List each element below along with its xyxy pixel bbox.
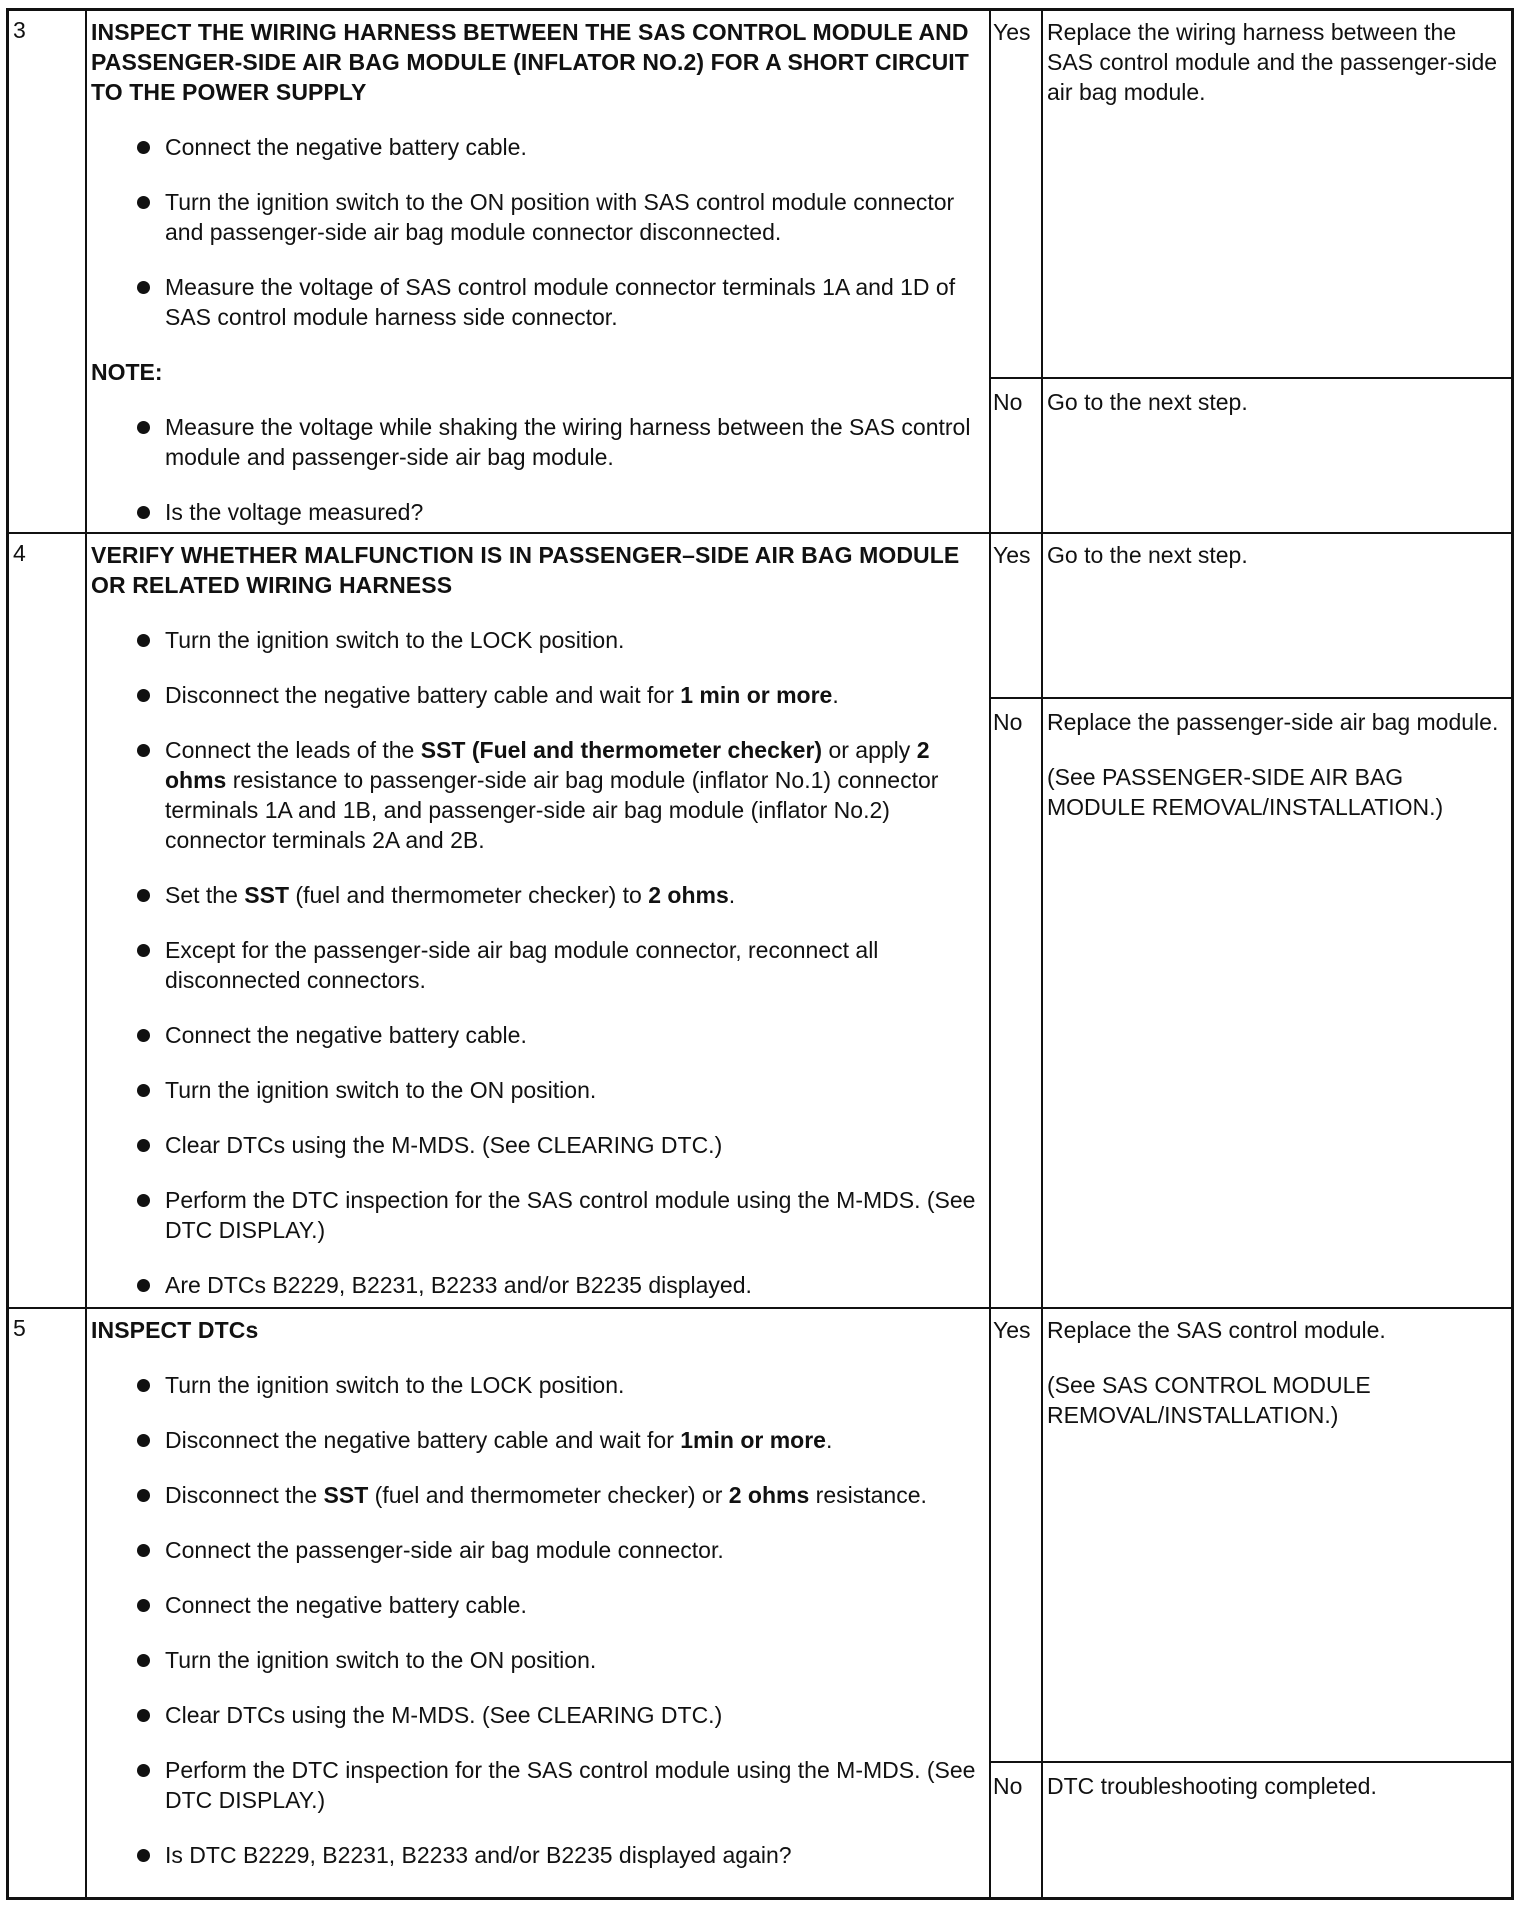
column-divider [989, 1309, 991, 1897]
instruction-item: Is DTC B2229, B2231, B2233 and/or B2235 displayed again? [91, 1840, 985, 1870]
bullet-icon [137, 1544, 150, 1557]
instruction-item: Turn the ignition switch to the ON position with SAS control module connector and passenger-side air bag module connector disconnected. [91, 187, 985, 247]
instruction-item: Turn the ignition switch to the LOCK position. [91, 625, 985, 655]
step-row-5 [9, 1309, 1511, 1897]
instruction-item: Disconnect the SST (fuel and thermometer checker) or 2 ohms resistance. [91, 1480, 985, 1510]
step-instructions [91, 625, 985, 1300]
bullet-icon [137, 1489, 150, 1502]
bullet-icon [137, 1764, 150, 1777]
instruction-item: Measure the voltage while shaking the wiring harness between the SAS control module and passenger-side air bag module. [91, 412, 985, 472]
column-divider [85, 534, 87, 1307]
no-result: Replace the passenger-side air bag module. (See PASSENGER-SIDE AIR BAG MODULE REMOVAL/INSTALLATION.) [1047, 709, 1499, 820]
step-row-3 [9, 11, 1511, 532]
instruction-item: Connect the negative battery cable. [91, 1590, 985, 1620]
bullet-icon [137, 744, 150, 757]
bullet-icon [137, 1849, 150, 1862]
step-title: VERIFY WHETHER MALFUNCTION IS IN PASSENGER–SIDE AIR BAG MODULE OR RELATED WIRING HARNESS [91, 542, 960, 598]
yes-label: Yes [993, 542, 1031, 568]
answer-divider [989, 377, 1511, 379]
bullet-icon [137, 1434, 150, 1447]
no-result: DTC troubleshooting completed. [1047, 1773, 1377, 1799]
bullet-icon [137, 421, 150, 434]
instruction-item: Perform the DTC inspection for the SAS control module using the M-MDS. (See DTC DISPLAY.) [91, 1185, 985, 1245]
instruction-item: Turn the ignition switch to the ON position. [91, 1075, 985, 1105]
answer-divider [989, 697, 1511, 699]
bullet-icon [137, 1139, 150, 1152]
no-result: Go to the next step. [1047, 389, 1248, 415]
column-divider [85, 1309, 87, 1897]
instruction-item: Connect the leads of the SST (Fuel and thermometer checker) or apply 2 ohms resistance to passenger-side air bag module (inflator No.1) connector terminals 1A and 1B, and passenger-side air bag module (inflator No.2) connector terminals 2A and 2B. [91, 735, 985, 855]
instruction-item: Measure the voltage of SAS control module connector terminals 1A and 1D of SAS control module harness side connector. [91, 272, 985, 332]
bullet-icon [137, 506, 150, 519]
yes-label: Yes [993, 1317, 1031, 1343]
yes-result: Replace the SAS control module. (See SAS CONTROL MODULE REMOVAL/INSTALLATION.) [1047, 1317, 1386, 1428]
bullet-icon [137, 1194, 150, 1207]
step-row-4 [9, 534, 1511, 1307]
instruction-item: Disconnect the negative battery cable and wait for 1 min or more. [91, 680, 985, 710]
step-instructions [91, 1370, 985, 1870]
step-action [91, 17, 985, 552]
column-divider [85, 11, 87, 532]
instruction-item: Are DTCs B2229, B2231, B2233 and/or B2235 displayed. [91, 1270, 985, 1300]
instruction-item: Clear DTCs using the M-MDS. (See CLEARING DTC.) [91, 1130, 985, 1160]
step-title: INSPECT DTCs [91, 1317, 259, 1343]
instruction-item: Clear DTCs using the M-MDS. (See CLEARING DTC.) [91, 1700, 985, 1730]
instruction-item: Except for the passenger-side air bag module connector, reconnect all disconnected connectors. [91, 935, 985, 995]
bullet-icon [137, 689, 150, 702]
bullet-icon [137, 889, 150, 902]
bullet-icon [137, 1029, 150, 1042]
step-action [91, 540, 985, 1325]
step-instructions [91, 132, 985, 332]
bullet-icon [137, 141, 150, 154]
step-action [91, 1315, 985, 1895]
note-label: NOTE: [91, 359, 163, 385]
step-number: 3 [13, 17, 26, 43]
step-title: INSPECT THE WIRING HARNESS BETWEEN THE SAS CONTROL MODULE AND PASSENGER-SIDE AIR BAG MODULE (INFLATOR NO.2) FOR A SHORT CIRCUIT TO THE POWER SUPPLY [91, 19, 969, 105]
column-divider [1041, 534, 1043, 1307]
bullet-icon [137, 634, 150, 647]
instruction-item: Disconnect the negative battery cable and wait for 1min or more. [91, 1425, 985, 1455]
note-instructions [91, 412, 985, 527]
answer-divider [989, 1761, 1511, 1763]
instruction-item: Connect the passenger-side air bag module connector. [91, 1535, 985, 1565]
step-number: 4 [13, 540, 26, 566]
no-label: No [993, 709, 1023, 735]
bullet-icon [137, 944, 150, 957]
bullet-icon [137, 1599, 150, 1612]
yes-result: Replace the wiring harness between the SAS control module and the passenger-side air bag module. [1047, 19, 1498, 105]
column-divider [989, 11, 991, 532]
step-number: 5 [13, 1315, 26, 1341]
bullet-icon [137, 196, 150, 209]
bullet-icon [137, 281, 150, 294]
instruction-item: Turn the ignition switch to the ON position. [91, 1645, 985, 1675]
troubleshooting-table [6, 8, 1514, 1900]
instruction-item: Connect the negative battery cable. [91, 132, 985, 162]
column-divider [1041, 1309, 1043, 1897]
bullet-icon [137, 1654, 150, 1667]
bullet-icon [137, 1279, 150, 1292]
yes-label: Yes [993, 19, 1031, 45]
instruction-item: Set the SST (fuel and thermometer checker) to 2 ohms. [91, 880, 985, 910]
instruction-item: Connect the negative battery cable. [91, 1020, 985, 1050]
column-divider [1041, 11, 1043, 532]
bullet-icon [137, 1709, 150, 1722]
no-label: No [993, 1773, 1023, 1799]
instruction-item: Is the voltage measured? [91, 497, 985, 527]
instruction-item: Perform the DTC inspection for the SAS control module using the M-MDS. (See DTC DISPLAY.) [91, 1755, 985, 1815]
no-label: No [993, 389, 1023, 415]
column-divider [989, 534, 991, 1307]
instruction-item: Turn the ignition switch to the LOCK position. [91, 1370, 985, 1400]
bullet-icon [137, 1379, 150, 1392]
yes-result: Go to the next step. [1047, 542, 1248, 568]
bullet-icon [137, 1084, 150, 1097]
